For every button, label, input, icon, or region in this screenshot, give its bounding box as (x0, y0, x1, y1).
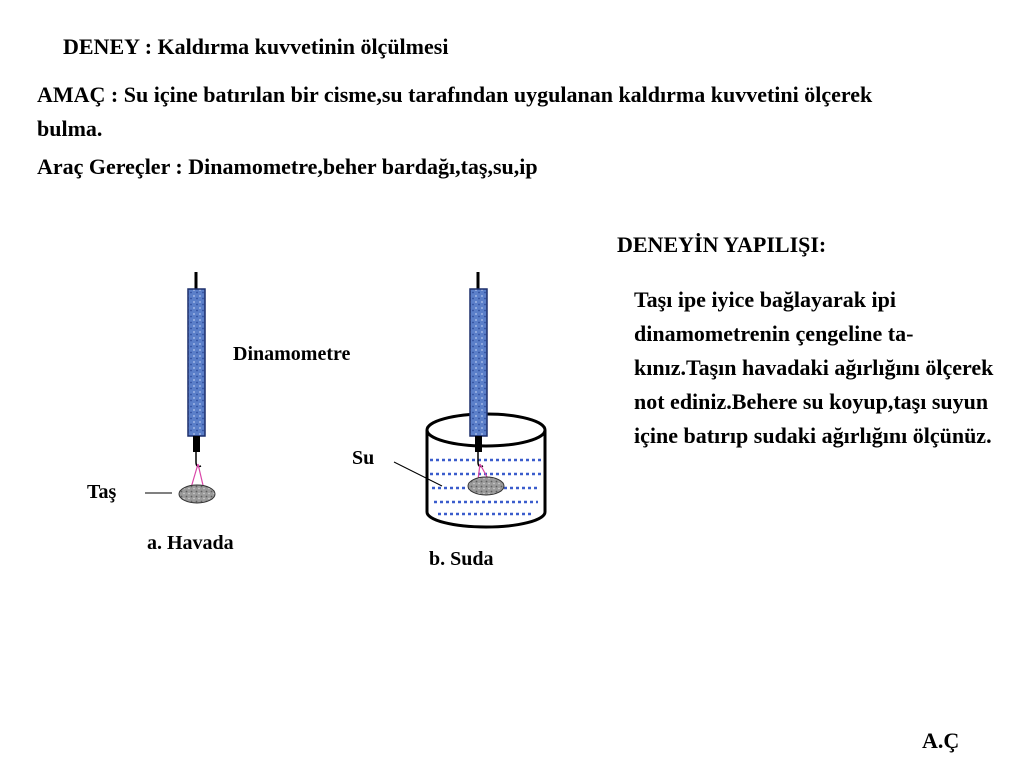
label-water: Su (352, 447, 375, 469)
caption-in-water: b. Suda (429, 548, 494, 570)
procedure-text: Taşı ipe iyice bağlayarak ipi dinamometrenin çengeline ta-kınız.Taşın havadaki ağırlığını ölçerek not ediniz.Behere su koyup,taşı suyun içine batırıp sudaki ağırlığını ölçünüz. (634, 287, 994, 448)
stone-air (179, 485, 215, 503)
procedure-title: DENEYİN YAPILIŞI: (617, 232, 827, 257)
slide-title: DENEY : Kaldırma kuvvetinin ölçülmesi (63, 34, 449, 59)
dynamometer-air (188, 272, 205, 467)
label-dynamometer: Dinamometre (233, 343, 351, 365)
author-initials: A.Ç (922, 728, 960, 753)
experiment-aim: AMAÇ : Su içine batırılan bir cisme,su tarafından uygulanan kaldırma kuvvetini ölçerek bulma. (37, 82, 873, 141)
label-stone: Taş (87, 481, 117, 503)
stone-water (468, 477, 504, 495)
caption-in-air: a. Havada (147, 532, 234, 554)
experiment-tools: Araç Gereçler : Dinamometre,beher bardağı,taş,su,ip (37, 154, 538, 179)
